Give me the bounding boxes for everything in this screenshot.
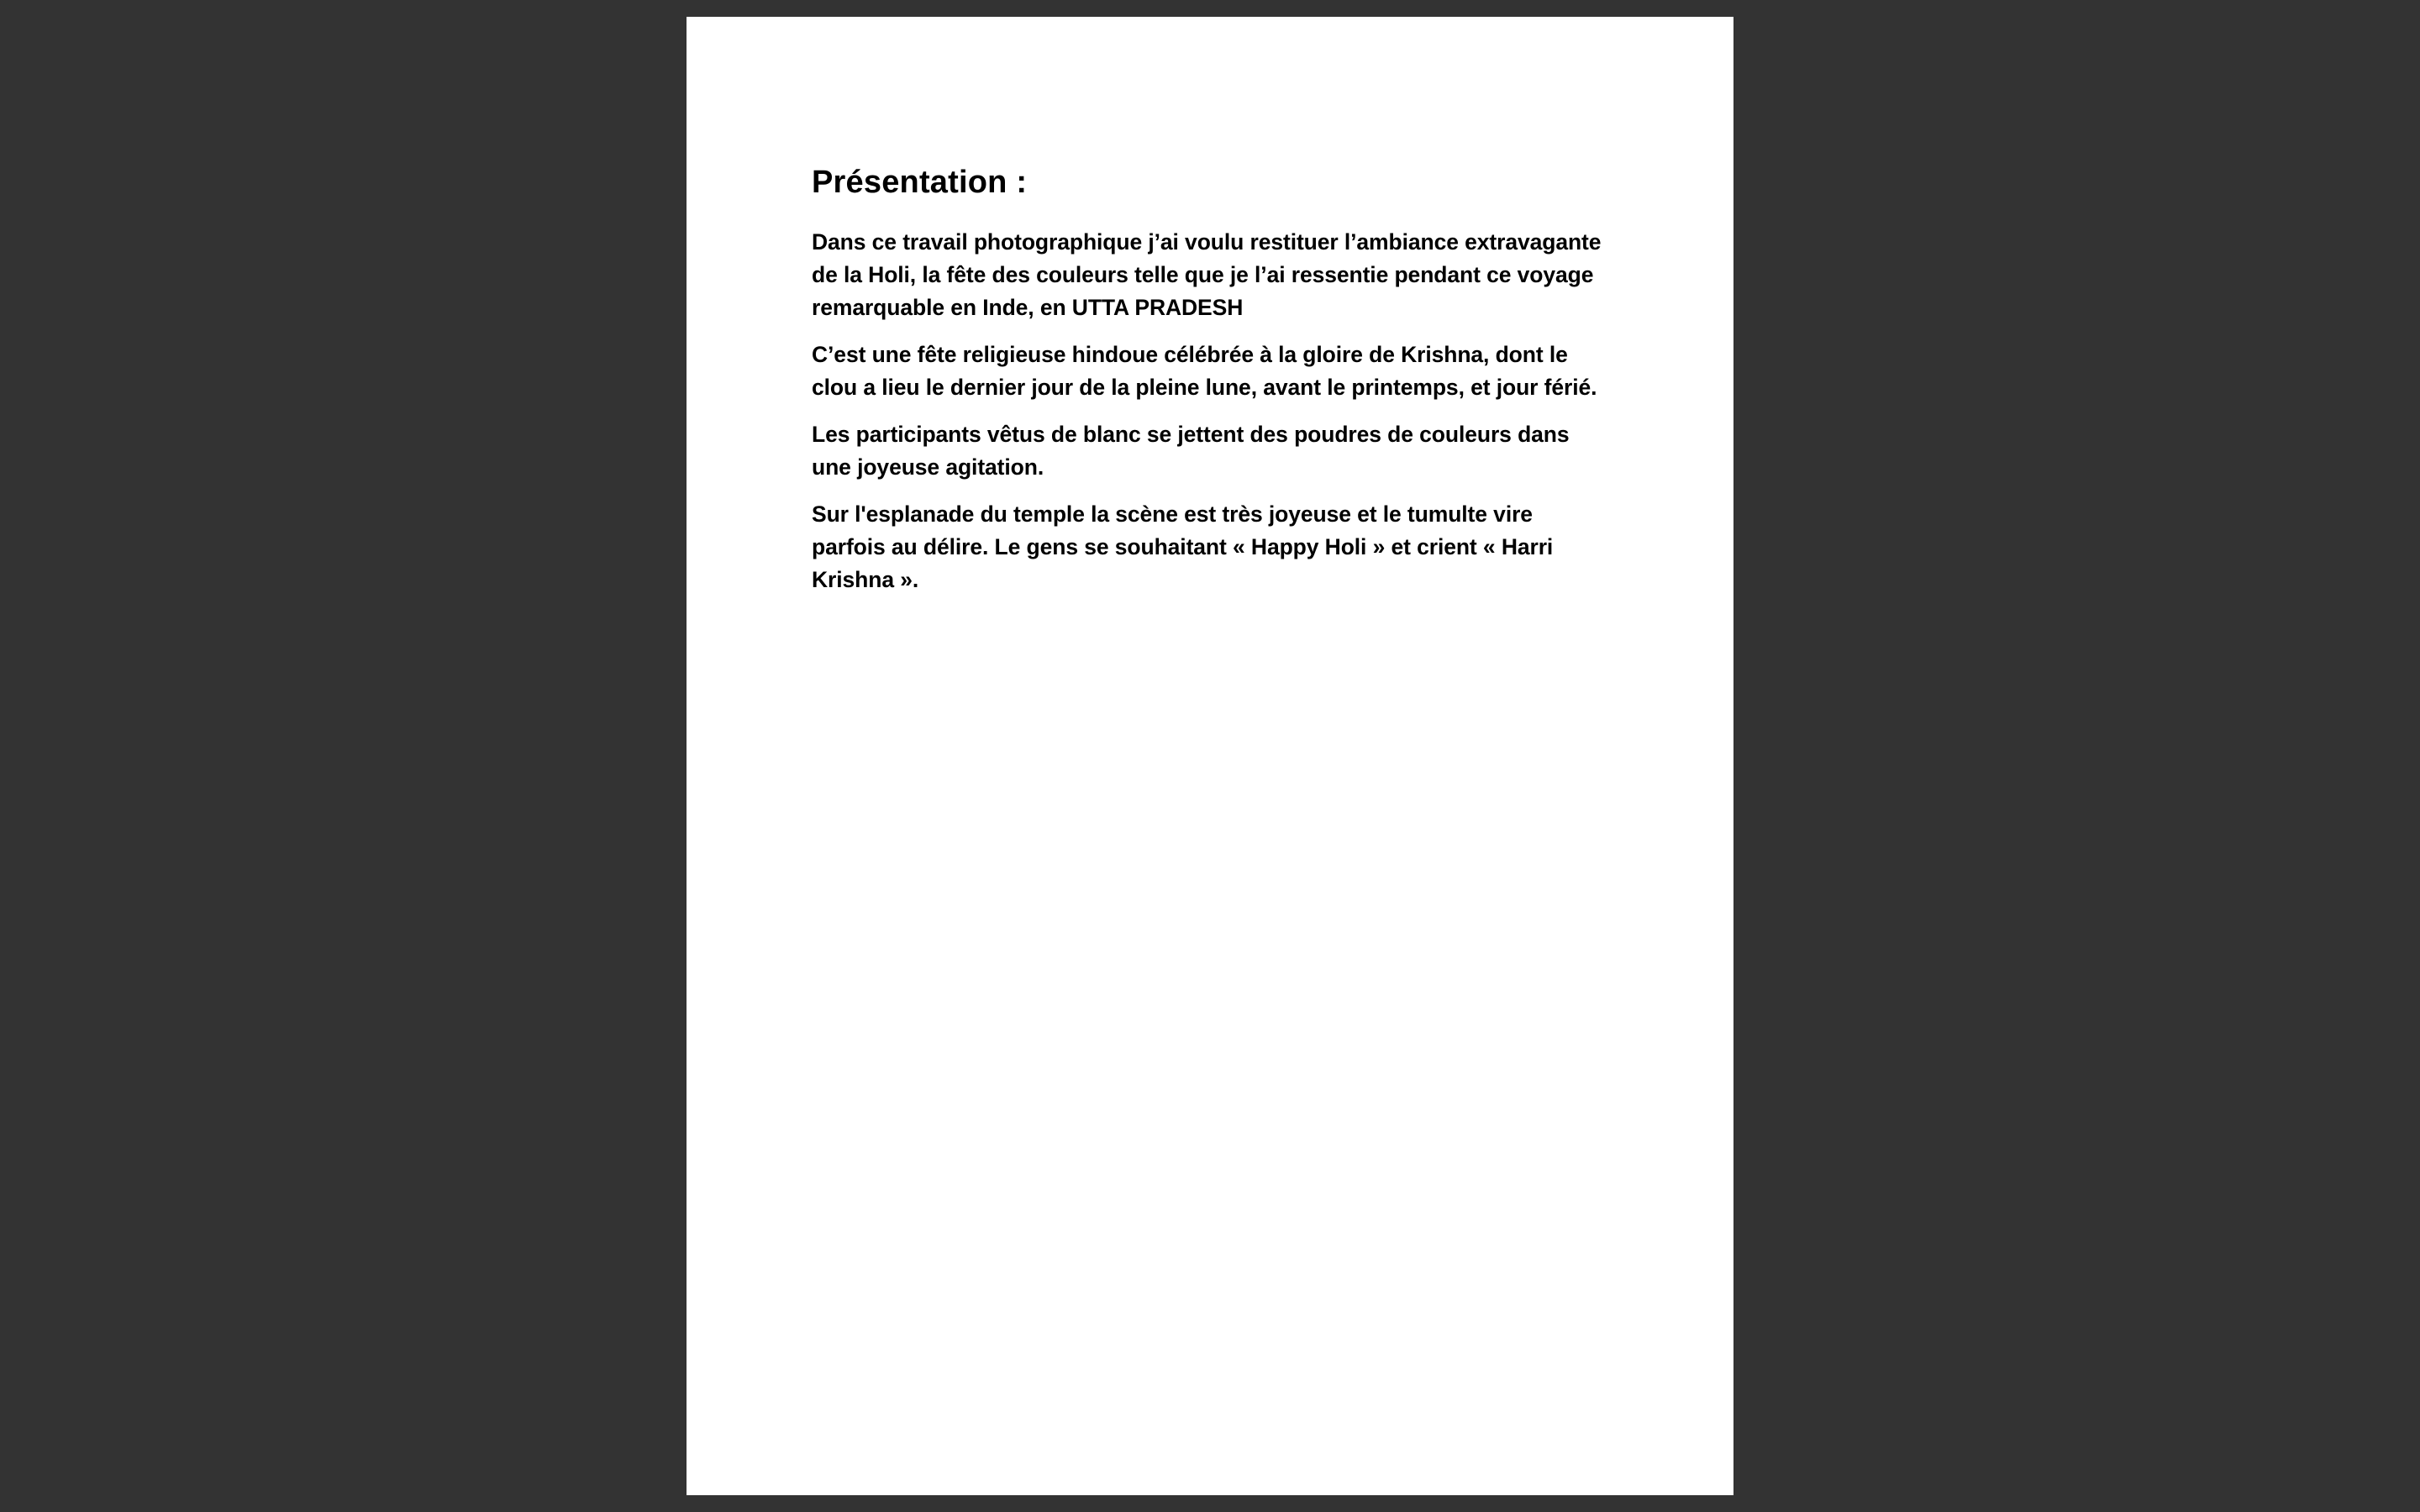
paragraph-temple: Sur l'esplanade du temple la scène est très joyeuse et le tumulte vire parfois au délire. Le gens se souhaitant « Happy Holi » et crient « Harri Krishna ». bbox=[812, 501, 1554, 592]
paragraph-festival: C’est une fête religieuse hindoue célébrée à la gloire de Krishna, dont le clou a lieu le dernier jour de la pleine lune, avant le printemps, et jour férié. bbox=[812, 342, 1597, 400]
page-content bbox=[812, 160, 1606, 611]
document-page bbox=[687, 17, 1733, 1495]
section-heading: Présentation : bbox=[812, 165, 1028, 200]
paragraph-participants: Les participants vêtus de blanc se jettent des poudres de couleurs dans une joyeuse agitation. bbox=[812, 422, 1570, 480]
paragraph-intro: Dans ce travail photographique j’ai voulu restituer l’ambiance extravagante de la Holi, la fête des couleurs telle que je l’ai ressentie pendant ce voyage remarquable en Inde, en UTTA PRADESH bbox=[812, 229, 1602, 320]
